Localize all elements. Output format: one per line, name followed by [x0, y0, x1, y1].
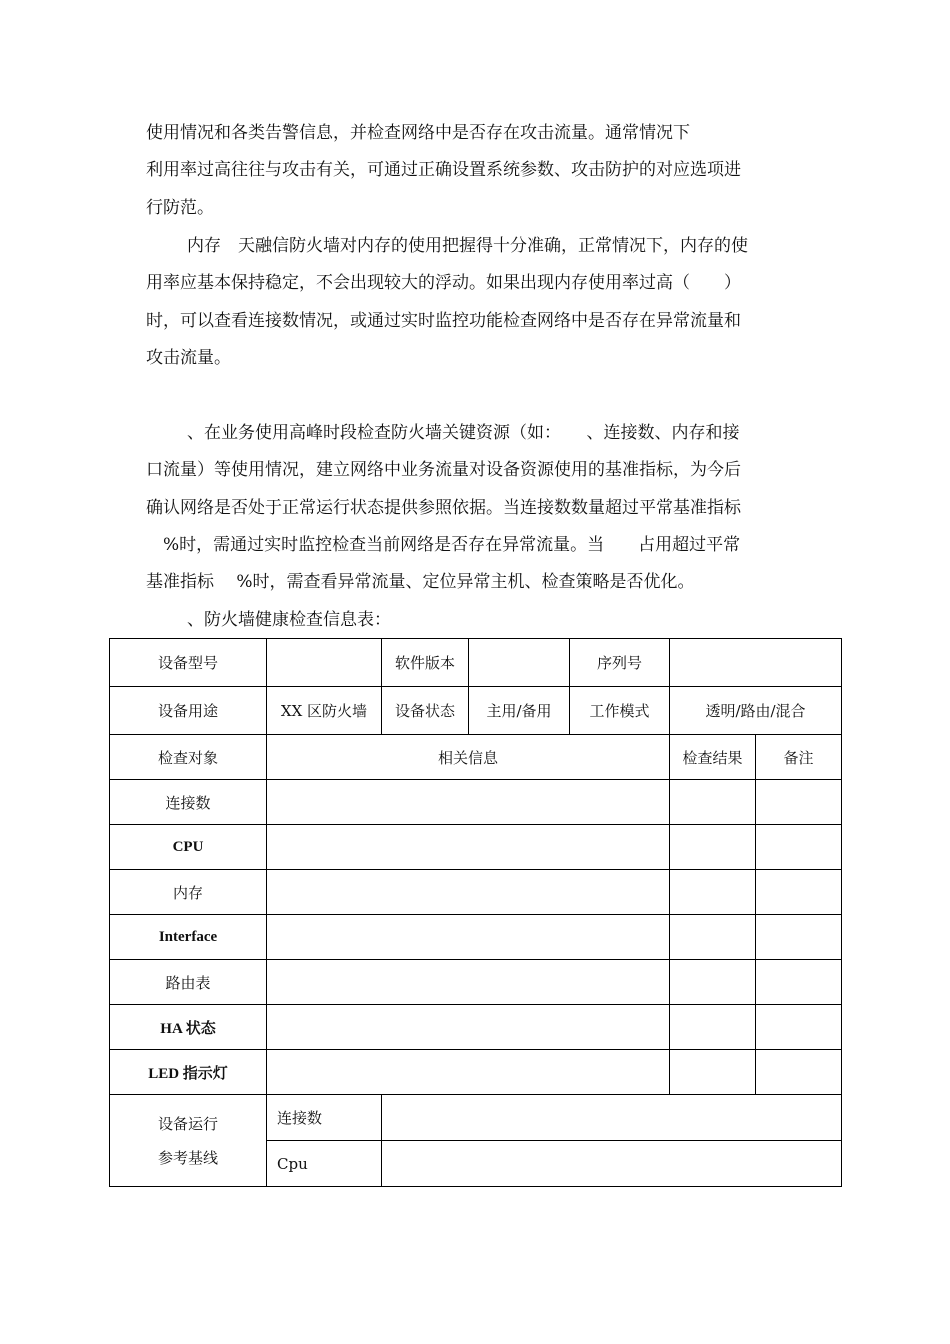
baseline-cpu-value	[382, 1141, 842, 1187]
paragraph-3-line-4: %时，需通过实时监控检查当前网络是否存在异常流量。当 占用超过平常	[146, 535, 741, 555]
remark-cell	[756, 780, 842, 825]
baseline-connections-value	[382, 1095, 842, 1141]
device-status-label: 设备状态	[382, 687, 469, 735]
remark-cell	[756, 870, 842, 915]
check-result-cell	[670, 1050, 756, 1095]
related-info-cell	[267, 870, 670, 915]
related-info-cell	[267, 1050, 670, 1095]
check-result-cell	[670, 960, 756, 1005]
device-usage-value: XX 区防火墙	[267, 687, 382, 735]
work-mode-label: 工作模式	[570, 687, 670, 735]
check-item-cpu: CPU	[110, 825, 267, 870]
related-info-cell	[267, 960, 670, 1005]
table-row	[110, 825, 842, 870]
check-result-cell	[670, 780, 756, 825]
serial-number-label: 序列号	[570, 639, 670, 687]
check-item-connections: 连接数	[110, 780, 267, 825]
table-row	[110, 1005, 842, 1050]
paragraph-3-line-5: 基准指标 %时，需查看异常流量、定位异常主机、检查策略是否优化。	[146, 572, 695, 592]
baseline-cpu-label: Cpu	[267, 1141, 382, 1187]
check-item-routing-table: 路由表	[110, 960, 267, 1005]
check-item-memory: 内存	[110, 870, 267, 915]
table-row-device-status	[110, 687, 842, 735]
serial-number-value	[670, 639, 842, 687]
remark-cell	[756, 1005, 842, 1050]
header-related-info: 相关信息	[267, 735, 670, 780]
remark-cell	[756, 1050, 842, 1095]
header-check-result: 检查结果	[670, 735, 756, 780]
paragraph-2-line-4: 攻击流量。	[146, 348, 231, 368]
check-result-cell	[670, 825, 756, 870]
related-info-cell	[267, 825, 670, 870]
check-item-interface: Interface	[110, 915, 267, 960]
check-result-cell	[670, 1005, 756, 1050]
baseline-label	[110, 1095, 267, 1187]
table-row	[110, 960, 842, 1005]
table-row	[110, 870, 842, 915]
table-row	[110, 1050, 842, 1095]
header-remark: 备注	[756, 735, 842, 780]
work-mode-value: 透明/路由/混合	[670, 687, 842, 735]
remark-cell	[756, 915, 842, 960]
table-row-baseline-connections	[110, 1095, 842, 1141]
baseline-label-line-1: 设备运行	[157, 1114, 218, 1133]
paragraph-2-line-3: 时，可以查看连接数情况，或通过实时监控功能检查网络中是否存在异常流量和	[146, 311, 741, 331]
check-item-led-indicator: LED 指示灯	[110, 1050, 267, 1095]
related-info-cell	[267, 915, 670, 960]
paragraph-3-line-1: 、在业务使用高峰时段检查防火墙关键资源（如： 、连接数、内存和接	[187, 423, 740, 443]
table-header-row	[110, 735, 842, 780]
software-version-label: 软件版本	[382, 639, 469, 687]
baseline-label-line-2: 参考基线	[157, 1148, 218, 1167]
remark-cell	[756, 825, 842, 870]
paragraph-2-line-1: 内存 天融信防火墙对内存的使用把握得十分准确，正常情况下，内存的使	[187, 236, 748, 256]
check-item-ha-status: HA 状态	[110, 1005, 267, 1050]
software-version-value	[469, 639, 570, 687]
table-row-device-info	[110, 639, 842, 687]
paragraph-3-line-3: 确认网络是否处于正常运行状态提供参照依据。当连接数数量超过平常基准指标	[146, 498, 741, 518]
check-result-cell	[670, 870, 756, 915]
paragraph-3-line-2: 口流量）等使用情况，建立网络中业务流量对设备资源使用的基准指标，为今后	[146, 460, 741, 480]
baseline-connections-label: 连接数	[267, 1095, 382, 1141]
related-info-cell	[267, 780, 670, 825]
remark-cell	[756, 960, 842, 1005]
paragraph-2-line-2: 用率应基本保持稳定，不会出现较大的浮动。如果出现内存使用率过高（ ）	[146, 273, 741, 293]
device-model-value	[267, 639, 382, 687]
header-check-object: 检查对象	[110, 735, 267, 780]
paragraph-1-line-3: 行防范。	[146, 198, 214, 218]
device-usage-label: 设备用途	[110, 687, 267, 735]
related-info-cell	[267, 1005, 670, 1050]
paragraph-1-line-1: 使用情况和各类告警信息，并检查网络中是否存在攻击流量。通常情况下	[146, 123, 690, 143]
table-title: 、防火墙健康检查信息表：	[187, 610, 391, 630]
table-row	[110, 915, 842, 960]
paragraph-1-line-2: 利用率过高往往与攻击有关，可通过正确设置系统参数、攻击防护的对应选项进	[146, 160, 741, 180]
check-result-cell	[670, 915, 756, 960]
table-row	[110, 780, 842, 825]
device-status-value: 主用/备用	[469, 687, 570, 735]
device-model-label: 设备型号	[110, 639, 267, 687]
health-check-table	[109, 638, 842, 1187]
